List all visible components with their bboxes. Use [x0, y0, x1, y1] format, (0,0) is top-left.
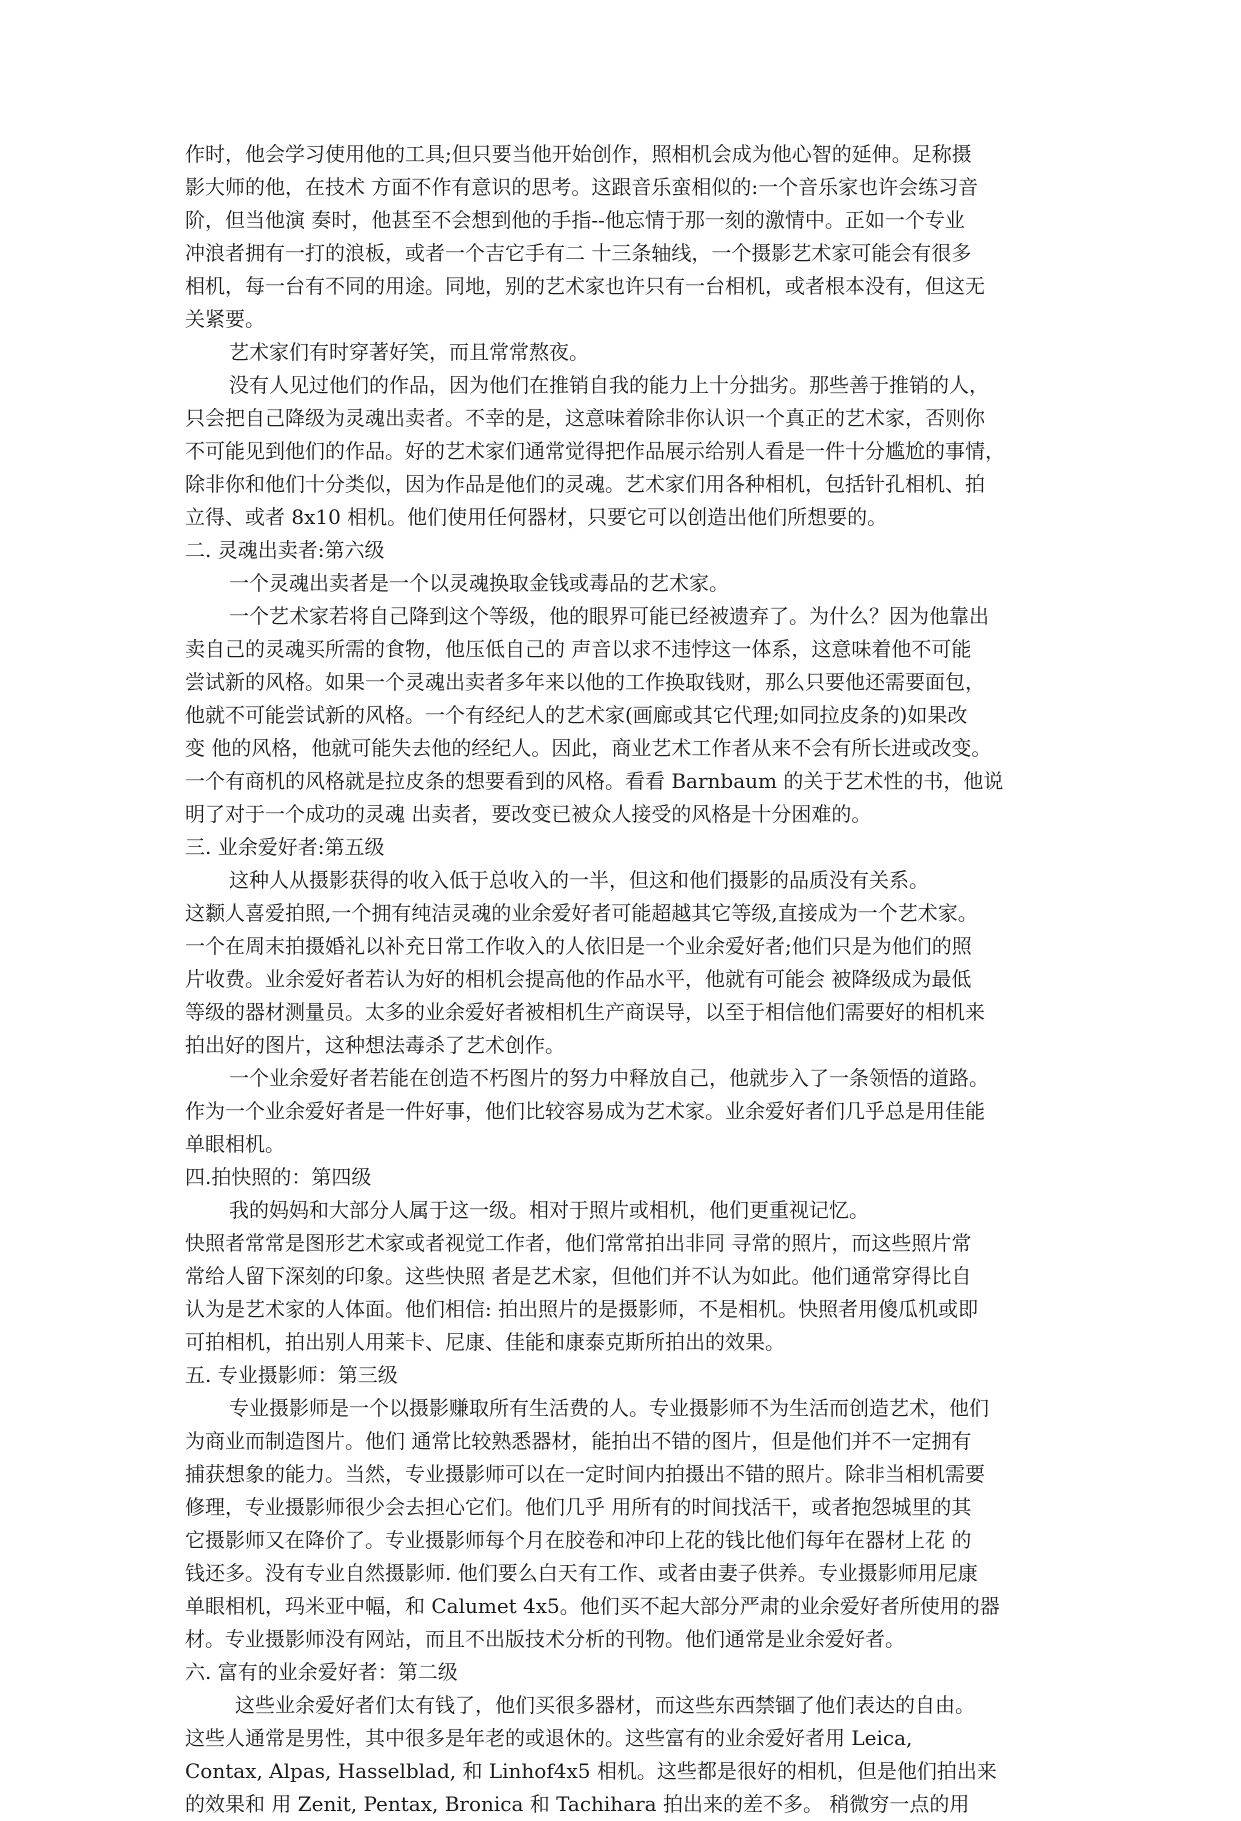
- text-line: 一个艺术家若将自己降到这个等级，他的眼界可能已经被遗弃了。为什么？因为他靠出: [229, 604, 989, 628]
- text-line: 常给人留下深刻的印象。这些快照 者是艺术家，但他们并不认为如此。他们通常穿得比自: [185, 1264, 972, 1288]
- text-line: 单眼相机，玛米亚中幅，和 Calumet 4x5。他们买不起大部分严肃的业余爱好者所使用的器: [185, 1594, 1000, 1618]
- text-line: 单眼相机。: [185, 1132, 285, 1156]
- text-line: 的效果和 用 Zenit, Pentax, Bronica 和 Tachihara 拍出来的差不多。 稍微穷一点的用: [185, 1792, 970, 1816]
- text-line: 只会把自己降级为灵魂出卖者。不幸的是，这意味着除非你认识一个真正的艺术家，否则你: [185, 406, 985, 430]
- text-line: 拍出好的图片，这种想法毒杀了艺术创作。: [185, 1033, 565, 1057]
- text-line: 一个业余爱好者若能在创造不朽图片的努力中释放自己，他就步入了一条领悟的道路。: [229, 1066, 989, 1090]
- text-line: 没有人见过他们的作品，因为他们在推销自我的能力上十分拙劣。那些善于推销的人，: [229, 373, 989, 397]
- text-line: 相机，每一台有不同的用途。同地，别的艺术家也许只有一台相机，或者根本没有，但这无: [185, 274, 985, 298]
- text-line: 五. 专业摄影师：第三级: [185, 1363, 398, 1387]
- text-line: 四.拍快照的：第四级: [185, 1165, 372, 1189]
- text-line: 片收费。业余爱好者若认为好的相机会提高他的作品水平，他就有可能会 被降级成为最低: [185, 967, 972, 991]
- text-line: 为商业而制造图片。他们 通常比较熟悉器材，能拍出不错的图片，但是他们并不一定拥有: [185, 1429, 972, 1453]
- text-line: 修理，专业摄影师很少会去担心它们。他们几乎 用所有的时间找活干，或者抱怨城里的其: [185, 1495, 972, 1519]
- text-line: 等级的器材测量员。太多的业余爱好者被相机生产商误导，以至于相信他们需要好的相机来: [185, 1000, 985, 1024]
- text-line: 材。专业摄影师没有网站，而且不出版技术分析的刊物。他们通常是业余爱好者。: [185, 1627, 905, 1651]
- text-line: 影大师的他，在技术 方面不作有意识的思考。这跟音乐蛮相似的:一个音乐家也许会练习音: [185, 175, 979, 199]
- text-line: 明了对于一个成功的灵魂 出卖者，要改变已被众人接受的风格是十分困难的。: [185, 802, 872, 826]
- text-line: 尝试新的风格。如果一个灵魂出卖者多年来以他的工作换取钱财，那么只要他还需要面包，: [185, 670, 985, 694]
- text-line: 三. 业余爱好者:第五级: [185, 835, 385, 859]
- text-line: 立得、或者 8x10 相机。他们使用任何器材，只要它可以创造出他们所想要的。: [185, 505, 888, 529]
- text-line: 钱还多。没有专业自然摄影师. 他们要么白天有工作、或者由妻子供养。专业摄影师用尼康: [185, 1561, 978, 1585]
- text-line: 一个有商机的风格就是拉皮条的想要看到的风格。看看 Barnbaum 的关于艺术性的书，他说: [185, 769, 1004, 793]
- text-line: 他就不可能尝试新的风格。一个有经纪人的艺术家(画廊或其它代理;如同拉皮条的)如果改: [185, 703, 968, 727]
- text-line: 卖自己的灵魂买所需的食物，他压低自己的 声音以求不违悖这一体系，这意味着他不可能: [185, 637, 972, 661]
- text-line: 可拍相机，拍出别人用莱卡、尼康、佳能和康泰克斯所拍出的效果。: [185, 1330, 785, 1354]
- text-line: 这些业余爱好者们太有钱了，他们买很多器材，而这些东西禁锢了他们表达的自由。: [235, 1693, 975, 1717]
- text-line: 捕获想象的能力。当然，专业摄影师可以在一定时间内拍摄出不错的照片。除非当相机需要: [185, 1462, 985, 1486]
- text-line: 我的妈妈和大部分人属于这一级。相对于照片或相机，他们更重视记忆。: [229, 1198, 869, 1222]
- text-line: 冲浪者拥有一打的浪板，或者一个吉它手有二 十三条轴线，一个摄影艺术家可能会有很多: [185, 241, 972, 265]
- text-line: 这些人通常是男性，其中很多是年老的或退休的。这些富有的业余爱好者用 Leica,: [185, 1726, 913, 1750]
- text-line: 它摄影师又在降价了。专业摄影师每个月在胶卷和冲印上花的钱比他们每年在器材上花 的: [185, 1528, 972, 1552]
- text-line: 不可能见到他们的作品。好的艺术家们通常觉得把作品展示给别人看是一件十分尴尬的事情，: [185, 439, 1005, 463]
- text-line: 这种人从摄影获得的收入低于总收入的一半，但这和他们摄影的品质没有关系。: [229, 868, 929, 892]
- text-line: 六. 富有的业余爱好者：第二级: [185, 1660, 458, 1684]
- text-line: 作为一个业余爱好者是一件好事，他们比较容易成为艺术家。业余爱好者们几乎总是用佳能: [185, 1099, 985, 1123]
- text-line: 专业摄影师是一个以摄影赚取所有生活费的人。专业摄影师不为生活而创造艺术，他们: [229, 1396, 989, 1420]
- document-body: [185, 138, 1057, 1821]
- text-line: 快照者常常是图形艺术家或者视觉工作者，他们常常拍出非同 寻常的照片，而这些照片常: [185, 1231, 972, 1255]
- text-line: 作时，他会学习使用他的工具;但只要当他开始创作，照相机会成为他心智的延伸。足称摄: [185, 142, 972, 166]
- text-line: 二. 灵魂出卖者:第六级: [185, 538, 385, 562]
- text-line: 关紧要。: [185, 307, 265, 331]
- text-line: 变 他的风格，他就可能失去他的经纪人。因此，商业艺术工作者从来不会有所长进或改变。: [185, 736, 992, 760]
- text-line: 艺术家们有时穿著好笑，而且常常熬夜。: [229, 340, 589, 364]
- text-line: 阶，但当他演 奏时，他甚至不会想到他的手指--他忘情于那一刻的激情中。正如一个专业: [185, 208, 965, 232]
- text-line: 一个灵魂出卖者是一个以灵魂换取金钱或毒品的艺术家。: [229, 571, 729, 595]
- text-line: 除非你和他们十分类似，因为作品是他们的灵魂。艺术家们用各种相机，包括针孔相机、拍: [185, 472, 985, 496]
- text-line: 一个在周末拍摄婚礼以补充日常工作收入的人依旧是一个业余爱好者;他们只是为他们的照: [185, 934, 972, 958]
- text-line: 认为是艺术家的人体面。他们相信: 拍出照片的是摄影师，不是相机。快照者用傻瓜机或即: [185, 1297, 979, 1321]
- text-line: Contax, Alpas, Hasselblad, 和 Linhof4x5 相机。这些都是很好的相机，但是他们拍出来: [185, 1759, 997, 1783]
- text-line: 这颣人喜爱拍照,一个拥有纯洁灵魂的业余爱好者可能超越其它等级,直接成为一个艺术家。: [185, 901, 978, 925]
